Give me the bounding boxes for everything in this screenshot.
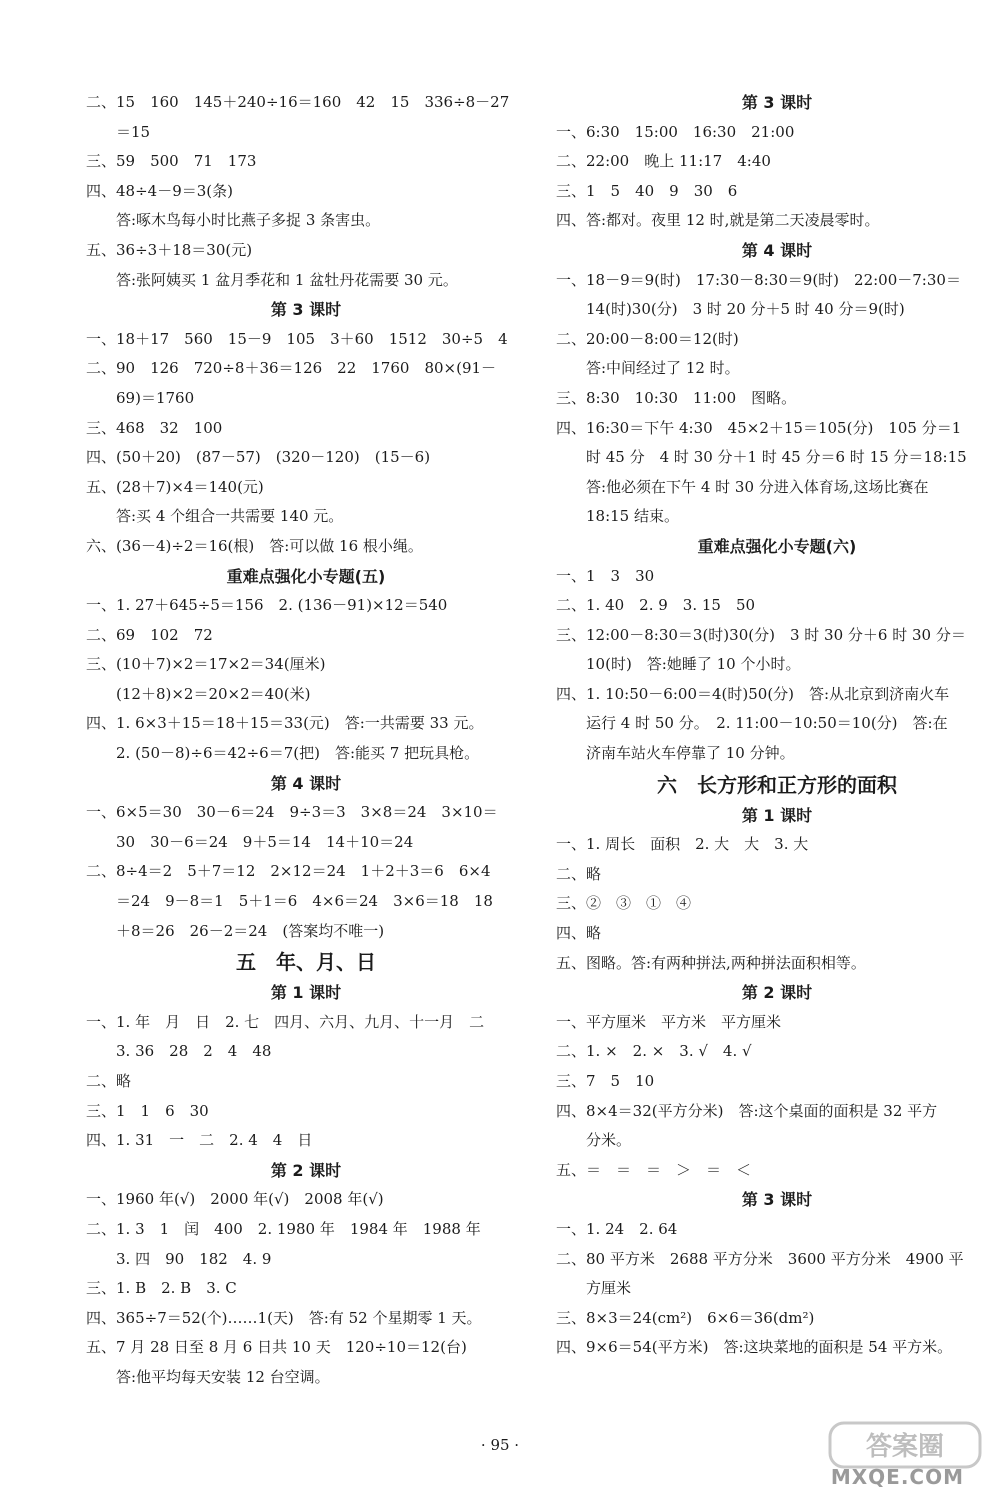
answer-line-continued: 答:买 4 个组合一共需要 140 元。 <box>116 507 344 526</box>
answer-line-continued: (12＋8)×2＝20×2＝40(米) <box>116 684 311 703</box>
answer-line-continued: 10(时) 答:她睡了 10 个小时。 <box>586 655 801 674</box>
watermark-url: MXQE.COM <box>830 1465 964 1489</box>
answer-line-continued: 济南车站火车停靠了 10 分钟。 <box>586 744 795 763</box>
answer-line: 二、略 <box>556 864 602 883</box>
answer-line: 三、12:00－8:30＝3(时)30(分) 3 时 30 分＋6 时 30 分＝ <box>556 625 966 644</box>
answer-line: 三、1 5 40 9 30 6 <box>556 181 738 200</box>
answer-line: 五、(28＋7)×4＝140(元) <box>86 477 264 496</box>
answer-line-continued: 运行 4 时 50 分。 2. 11:00－10:50＝10(分) 答:在 <box>586 714 948 733</box>
answer-line: 一、6×5＝30 30－6＝24 9÷3＝3 3×8＝24 3×10＝ <box>86 803 498 822</box>
answer-line: 一、1. 周长 面积 2. 大 大 3. 大 <box>556 835 809 854</box>
section-heading: 重难点强化小专题(六) <box>697 536 857 556</box>
answer-line: 三、(10＋7)×2＝17×2＝34(厘米) <box>86 655 326 674</box>
answer-line-continued: 答:啄木鸟每小时比燕子多捉 3 条害虫。 <box>116 211 381 230</box>
answer-line: 四、答:都对。夜里 12 时,就是第二天凌晨零时。 <box>556 211 880 230</box>
answer-line: 四、略 <box>556 924 602 943</box>
answer-line: 三、468 32 100 <box>86 418 223 437</box>
answer-line: 四、365÷7＝52(个)……1(天) 答:有 52 个星期零 1 天。 <box>86 1308 482 1327</box>
answer-line: 二、80 平方米 2688 平方分米 3600 平方分米 4900 平 <box>556 1249 964 1268</box>
answer-line: 四、8×4＝32(平方分米) 答:这个桌面的面积是 32 平方 <box>556 1101 938 1120</box>
answer-line: 四、48÷4－9＝3(条) <box>86 181 233 200</box>
answer-line: 二、22:00 晚上 11:17 4:40 <box>556 152 771 171</box>
answer-line: 一、1. 27＋645÷5＝156 2. (136－91)×12＝540 <box>86 596 448 615</box>
chapter-title: 五 年、月、日 <box>236 950 376 975</box>
section-heading: 第 2 课时 <box>741 983 813 1003</box>
answer-line: 三、59 500 71 173 <box>86 152 257 171</box>
answer-line: 五、36÷3＋18＝30(元) <box>86 240 253 259</box>
answer-line: 一、平方厘米 平方米 平方厘米 <box>556 1012 782 1031</box>
answer-line-continued: ＋8＝26 26－2＝24 (答案均不唯一) <box>116 921 385 940</box>
answer-line-continued: 方厘米 <box>586 1279 632 1298</box>
answer-line: 一、1960 年(√) 2000 年(√) 2008 年(√) <box>86 1190 384 1209</box>
answer-line-continued: ＝24 9－8＝1 5＋1＝6 4×6＝24 3×6＝18 18 <box>116 892 493 911</box>
answer-line-continued: 3. 四 90 182 4. 9 <box>116 1249 272 1268</box>
answer-line: 二、90 126 720÷8＋36＝126 22 1760 80×(91－ <box>86 359 497 378</box>
section-heading: 第 4 课时 <box>741 240 813 260</box>
answer-line: 一、18＋17 560 15－9 105 3＋60 1512 30÷5 4 <box>86 329 508 348</box>
answer-line: 四、1. 31 一 二 2. 4 4 日 <box>86 1131 313 1150</box>
answer-line: 三、7 5 10 <box>556 1072 655 1090</box>
section-heading: 第 3 课时 <box>270 300 342 320</box>
answer-line: 四、1. 6×3＋15＝18＋15＝33(元) 答:一共需要 33 元。 <box>86 714 484 733</box>
answer-line-continued: 14(时)30(分) 3 时 20 分＋5 时 40 分＝9(时) <box>586 300 905 319</box>
answer-line: 二、8÷4＝2 5＋7＝12 2×12＝24 1＋2＋3＝6 6×4 <box>86 862 491 881</box>
answer-line: 三、② ③ ① ④ <box>556 894 692 913</box>
answer-line: 四、9×6＝54(平方米) 答:这块菜地的面积是 54 平方米。 <box>556 1338 953 1357</box>
answer-line: 二、20:00－8:00＝12(时) <box>556 329 739 348</box>
answer-line: 五、7 月 28 日至 8 月 6 日共 10 天 120÷10＝12(台) <box>86 1338 467 1357</box>
left-column <box>86 88 526 1393</box>
answer-line: 四、16:30＝下午 4:30 45×2＋15＝105(分) 105 分＝1 <box>556 418 962 437</box>
answer-line: 五、图略。答:有两种拼法,两种拼法面积相等。 <box>556 953 866 972</box>
answer-line-continued: 2. (50－8)÷6＝42÷6＝7(把) 答:能买 7 把玩具枪。 <box>116 744 480 763</box>
answer-line-continued: 答:中间经过了 12 时。 <box>586 359 740 378</box>
answer-line-continued: 18:15 结束。 <box>586 507 679 526</box>
section-heading: 第 1 课时 <box>270 983 342 1003</box>
answer-line: 二、1. 40 2. 9 3. 15 50 <box>556 596 756 615</box>
answer-line-continued: 30 30－6＝24 9＋5＝14 14＋10＝24 <box>116 832 414 851</box>
answer-line-continued: 3. 36 28 2 4 48 <box>116 1042 272 1061</box>
answer-line-continued: 答:张阿姨买 1 盆月季花和 1 盆牡丹花需要 30 元。 <box>116 270 458 289</box>
section-heading: 第 3 课时 <box>741 1190 813 1210</box>
section-heading: 第 4 课时 <box>270 773 342 793</box>
section-heading: 第 3 课时 <box>741 93 813 112</box>
chapter-title: 六 长方形和正方形的面积 <box>657 772 897 797</box>
answer-line: 一、6:30 15:00 16:30 21:00 <box>556 122 795 141</box>
watermark-top-text: 答案圈 <box>865 1432 945 1462</box>
answer-line: 一、1. 年 月 日 2. 七 四月、六月、九月、十一月 二 <box>86 1012 485 1031</box>
answer-line: 二、15 160 145＋240÷16＝160 42 15 336÷8－27 <box>86 93 510 111</box>
answer-line: 一、1. 24 2. 64 <box>556 1219 678 1238</box>
answer-line: 三、1 1 6 30 <box>86 1101 209 1120</box>
answer-line: 二、略 <box>86 1072 132 1090</box>
answer-line: 六、(36－4)÷2＝16(根) 答:可以做 16 根小绳。 <box>86 536 423 555</box>
watermark-logo <box>774 1421 994 1497</box>
page-number: · 95 · <box>480 1436 520 1454</box>
answer-line-continued: 分米。 <box>586 1131 632 1150</box>
answer-line: 五、＝ ＝ ＝ ＞ ＝ ＜ <box>556 1160 752 1179</box>
section-heading: 第 2 课时 <box>270 1160 342 1180</box>
answer-line: 四、1. 10:50－6:00＝4(时)50(分) 答:从北京到济南火车 <box>556 684 950 703</box>
answer-line-continued: 答:他平均每天安装 12 台空调。 <box>116 1367 330 1386</box>
answer-line: 三、8×3＝24(cm²) 6×6＝36(dm²) <box>556 1308 815 1327</box>
answer-line: 三、8:30 10:30 11:00 图略。 <box>556 388 797 407</box>
section-heading: 重难点强化小专题(五) <box>226 566 386 586</box>
answer-line: 二、69 102 72 <box>86 625 213 644</box>
answer-line-continued: 69)＝1760 <box>116 388 195 407</box>
answer-line: 一、18－9＝9(时) 17:30－8:30＝9(时) 22:00－7:30＝ <box>556 270 961 289</box>
answer-line-continued: ＝15 <box>116 122 151 141</box>
answer-line: 三、1. B 2. B 3. C <box>86 1279 237 1298</box>
answer-line: 二、1. × 2. × 3. √ 4. √ <box>556 1042 752 1061</box>
answer-line: 二、1. 3 1 闰 400 2. 1980 年 1984 年 1988 年 <box>86 1219 481 1238</box>
answer-line-continued: 时 45 分 4 时 30 分＋1 时 45 分＝6 时 15 分＝18:15 <box>586 448 967 467</box>
section-heading: 第 1 课时 <box>741 805 813 825</box>
answer-line-continued: 答:他必须在下午 4 时 30 分进入体育场,这场比赛在 <box>586 477 929 496</box>
right-column <box>556 88 998 1363</box>
answer-line: 一、1 3 30 <box>556 566 655 585</box>
answer-line: 四、(50＋20) (87－57) (320－120) (15－6) <box>86 448 431 467</box>
